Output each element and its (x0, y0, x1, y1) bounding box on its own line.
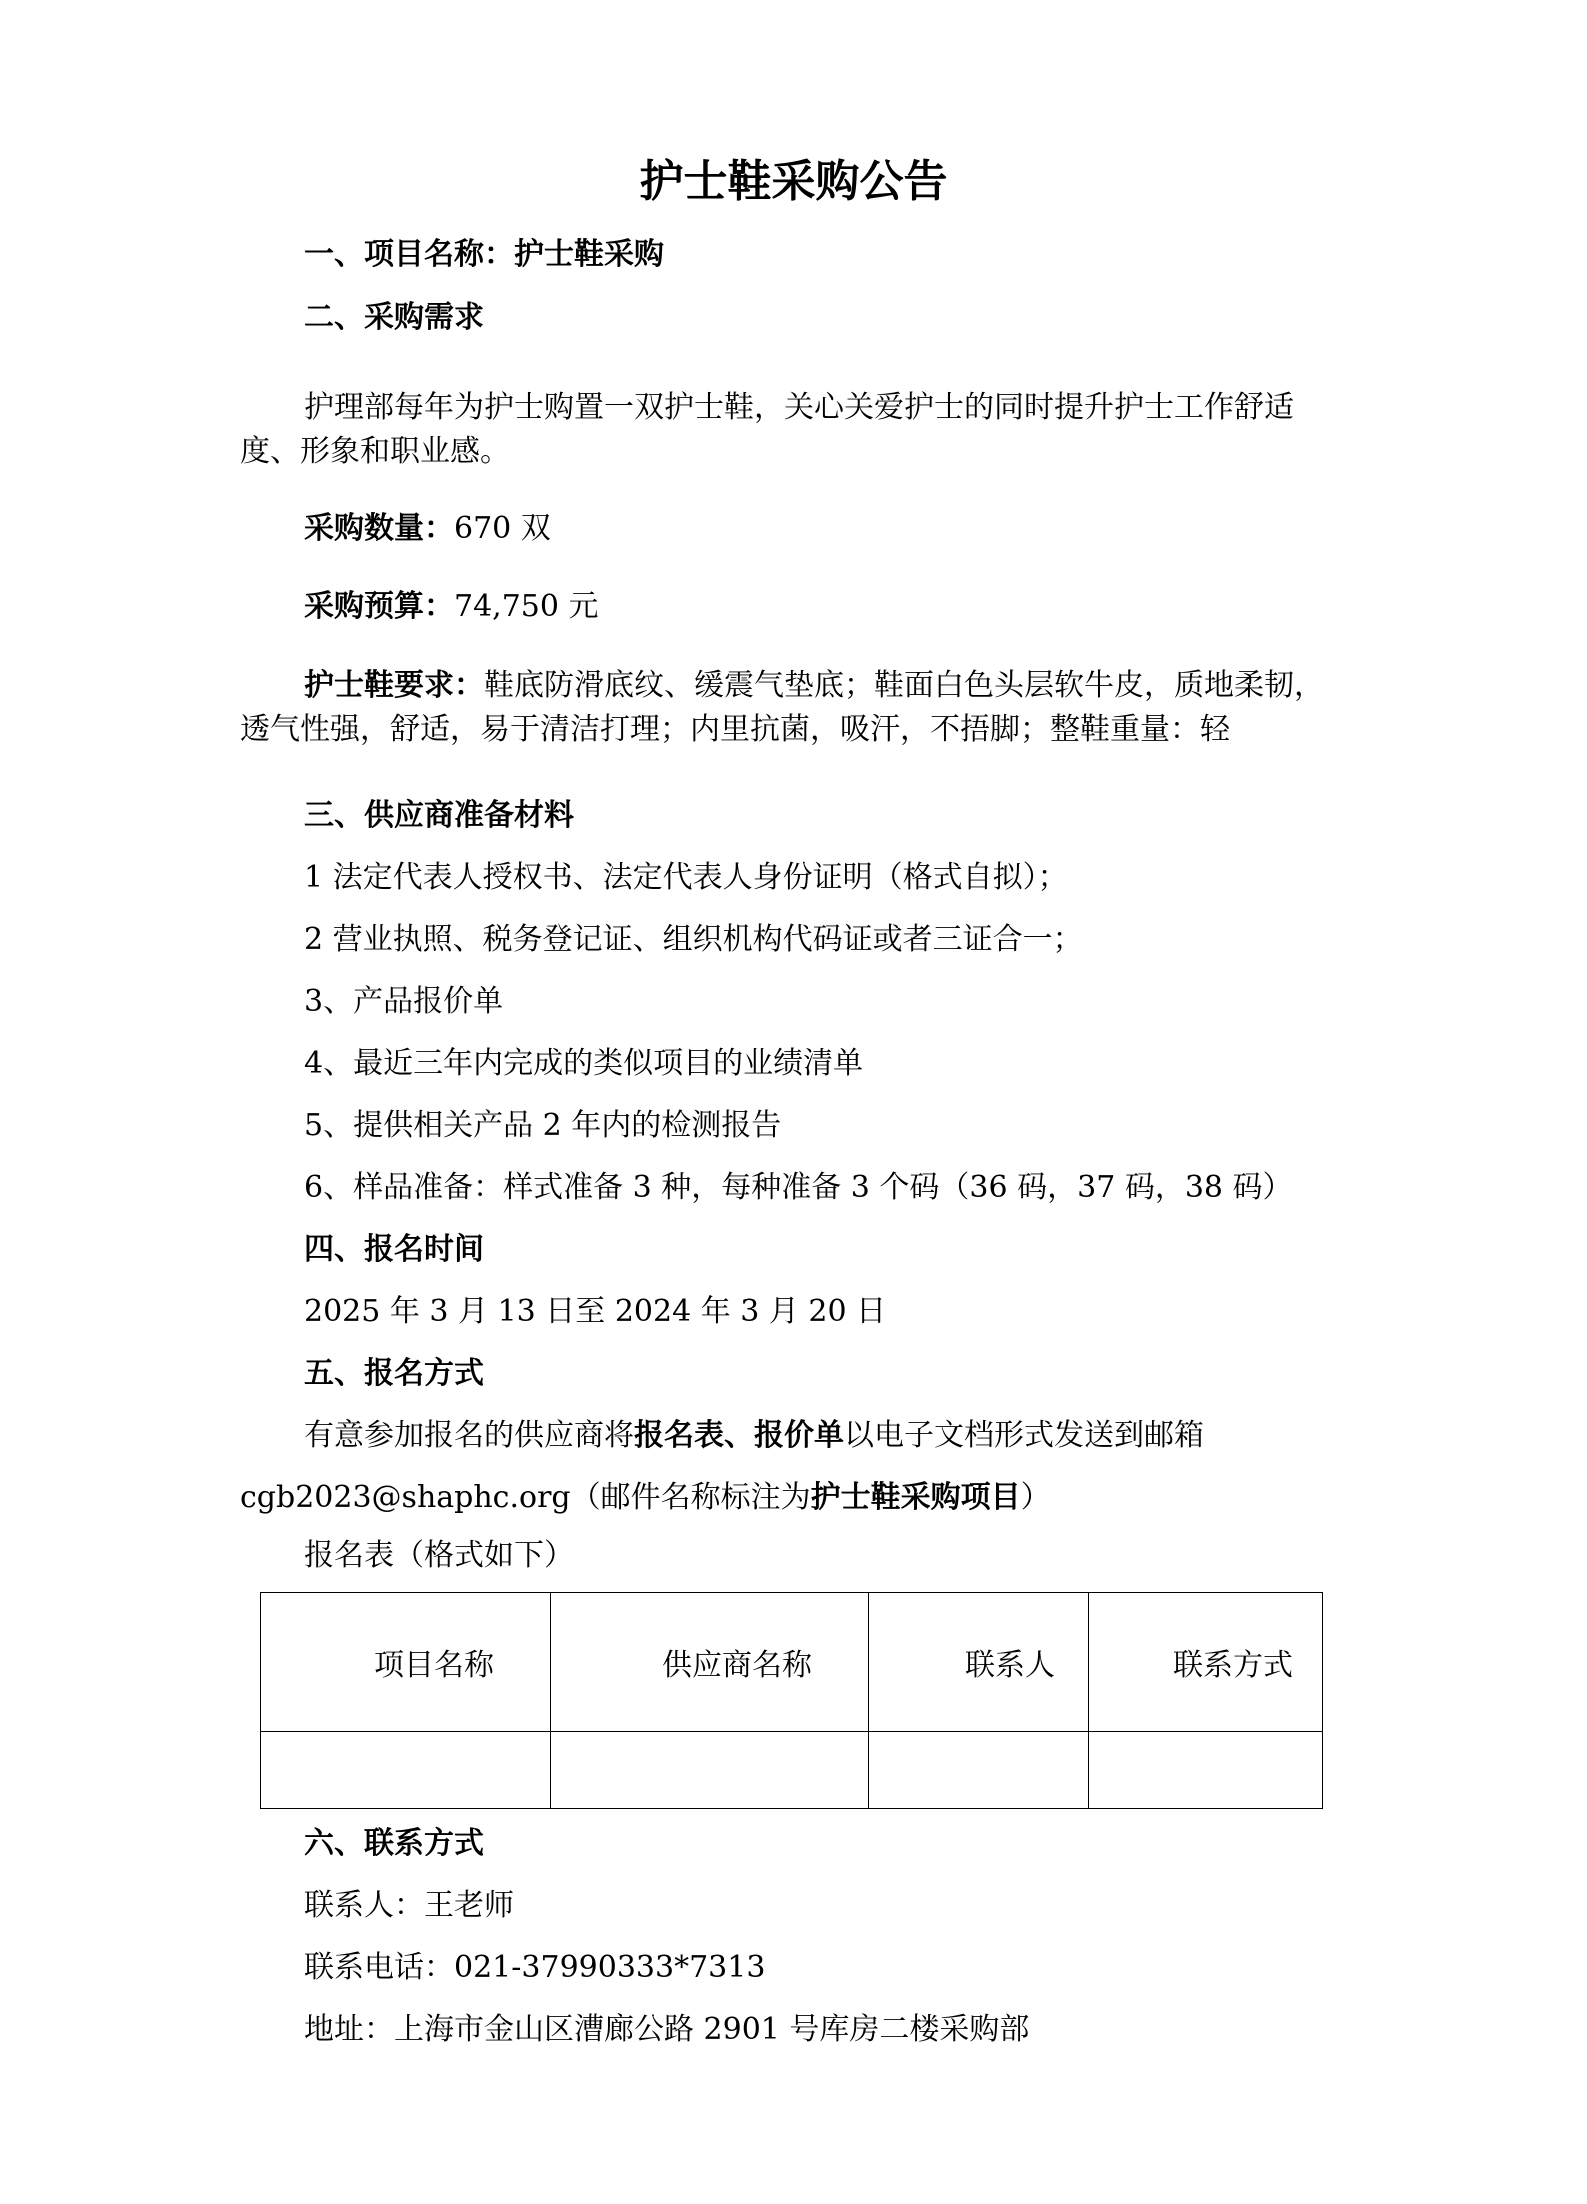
table-header-cell: 供应商名称 (551, 1593, 869, 1732)
section-6-heading: 六、联系方式 (304, 1826, 484, 1861)
section-3-heading: 三、供应商准备材料 (304, 798, 574, 833)
email-text: cgb2023@shaphc.org（邮件名称标注为 (240, 1480, 811, 1515)
email-close: ） (1020, 1480, 1051, 1515)
requirements-text-1: 鞋底防滑底纹、缓震气垫底；鞋面白色头层软牛皮，质地柔韧， (484, 668, 1324, 703)
section-4-heading: 四、报名时间 (304, 1232, 484, 1267)
shoe-requirements-line-2: 透气性强，舒适，易于清洁打理；内里抗菌，吸汗，不捂脚；整鞋重量：轻 (240, 712, 1230, 747)
intro-line-1: 护理部每年为护士购置一双护士鞋，关心关爱护士的同时提升护士工作舒适 (304, 390, 1294, 425)
quantity-line (304, 511, 551, 546)
document-title: 护士鞋采购公告 (639, 156, 948, 207)
table-header-cell: 项目名称 (261, 1593, 551, 1732)
section-1-label: 一、项目名称： (304, 237, 514, 272)
budget-label: 采购预算： (304, 589, 454, 624)
section-1-project-name (304, 237, 664, 272)
material-item: 6、样品准备：样式准备 3 种，每种准备 3 个码（36 码，37 码，38 码） (304, 1170, 1293, 1205)
table-cell (261, 1732, 551, 1809)
registration-method-line-2 (240, 1480, 1051, 1515)
section-2-heading: 二、采购需求 (304, 300, 484, 335)
table-row (261, 1732, 1323, 1809)
shoe-requirements-line-1 (304, 668, 1324, 703)
section-1-value: 护士鞋采购 (514, 237, 664, 272)
material-item: 1 法定代表人授权书、法定代表人身份证明（格式自拟）； (304, 860, 1068, 895)
form-caption: 报名表（格式如下） (304, 1538, 574, 1573)
contact-person: 联系人：王老师 (304, 1888, 514, 1923)
table-cell (1089, 1732, 1323, 1809)
registration-period: 2025 年 3 月 13 日至 2024 年 3 月 20 日 (304, 1294, 887, 1329)
contact-address: 地址：上海市金山区漕廊公路 2901 号库房二楼采购部 (304, 2012, 1030, 2047)
budget-value: 74,750 元 (454, 589, 599, 624)
quantity-label: 采购数量： (304, 511, 454, 546)
method-text-a: 有意参加报名的供应商将 (304, 1418, 634, 1453)
material-item: 2 营业执照、税务登记证、组织机构代码证或者三证合一； (304, 922, 1083, 957)
table-header-cell: 联系人 (869, 1593, 1089, 1732)
requirements-label: 护士鞋要求： (304, 668, 484, 703)
quantity-value: 670 双 (454, 511, 551, 546)
material-item: 3、产品报价单 (304, 984, 504, 1019)
table-header-cell: 联系方式 (1089, 1593, 1323, 1732)
material-item: 4、最近三年内完成的类似项目的业绩清单 (304, 1046, 864, 1081)
material-item: 5、提供相关产品 2 年内的检测报告 (304, 1108, 782, 1143)
registration-method-line-1 (304, 1418, 1204, 1453)
method-text-c: 以电子文档形式发送到邮箱 (844, 1418, 1204, 1453)
table-cell (869, 1732, 1089, 1809)
method-docs: 报名表、报价单 (634, 1418, 844, 1453)
table-header-row (261, 1593, 1323, 1732)
section-5-heading: 五、报名方式 (304, 1356, 484, 1391)
table-cell (551, 1732, 869, 1809)
budget-line (304, 589, 599, 624)
email-subject: 护士鞋采购项目 (810, 1480, 1021, 1515)
registration-form-table (260, 1592, 1323, 1809)
contact-phone: 联系电话：021-37990333*7313 (304, 1950, 766, 1985)
intro-line-2: 度、形象和职业感。 (240, 434, 510, 469)
